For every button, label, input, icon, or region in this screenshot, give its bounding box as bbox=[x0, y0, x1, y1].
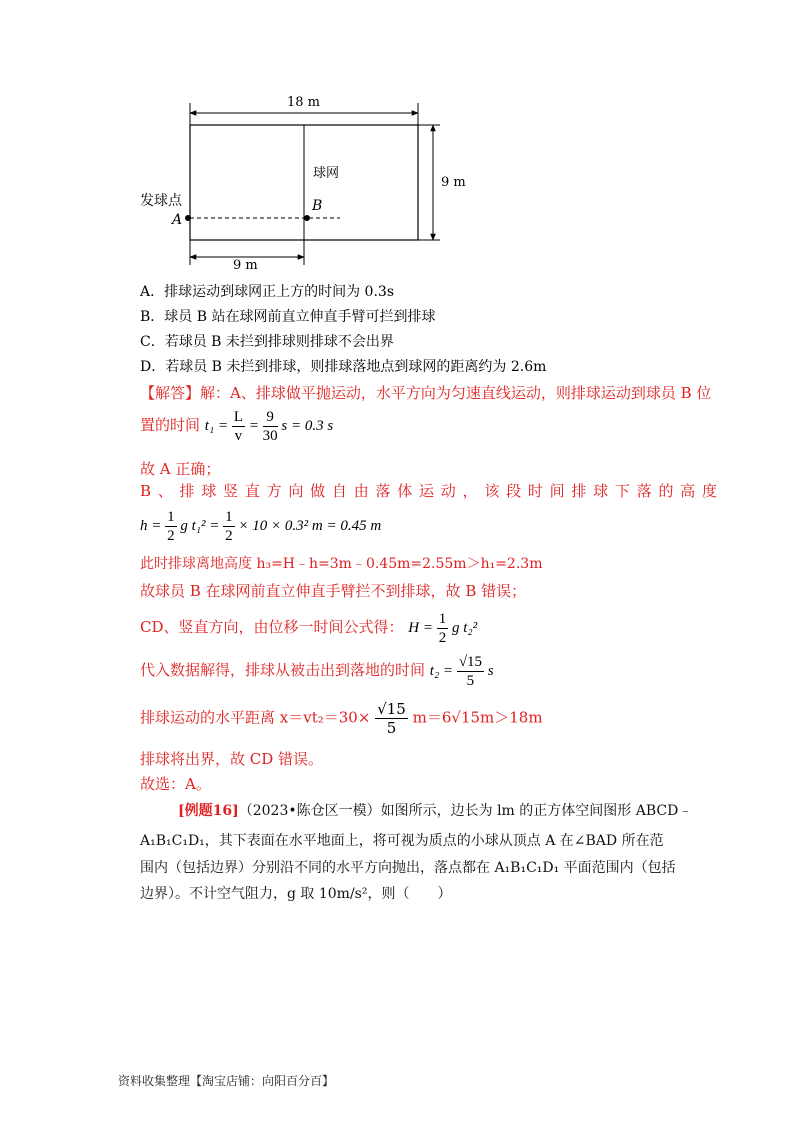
answer-line-10: 排球运动的水平距离 x＝vt₂＝30× $\frac{√15}{5}$ m＝6√15m＞18m bbox=[140, 700, 543, 737]
serve-label: 发球点 bbox=[140, 193, 182, 209]
point-a-dot bbox=[185, 215, 191, 221]
answer-line-4: B 、 排 球 竖 直 方 向 做 自 由 落 体 运 动 ， 该 段 时 间 排 球 下 落 的 高 度 bbox=[140, 482, 718, 500]
example-line-4: 边界）。不计空气阻力，g 取 10m/s²，则（ ） bbox=[140, 886, 452, 902]
answer-line-3: 故 A 正确； bbox=[140, 460, 221, 478]
answer-line-2: 置的时间 t₁ = $\frac{L}{v}$ = $\frac{9}{30}$ s = 0.3 s bbox=[140, 409, 334, 444]
option-b: B．球员 B 站在球网前直立伸直手臂可拦到排球 bbox=[140, 309, 436, 325]
example-line-2: A₁B₁C₁D₁，其下表面在水平地面上，将可视为质点的小球从顶点 A 在∠BAD 所在范 bbox=[140, 833, 664, 849]
answer-line-1: 【解答】解：A、排球做平抛运动，水平方向为匀速直线运动，则排球运动到球员 B 位 bbox=[140, 384, 712, 402]
answer-line-7: 故球员 B 在球网前直立伸直手臂拦不到排球，故 B 错误； bbox=[140, 582, 527, 600]
court-diagram bbox=[0, 0, 800, 280]
net-label: 球网 bbox=[313, 166, 340, 181]
point-a-label: A bbox=[172, 212, 183, 228]
option-c: C．若球员 B 未拦到排球则排球不会出界 bbox=[140, 334, 394, 350]
footer-text: 资料收集整理【淘宝店铺：向阳百分百】 bbox=[118, 1074, 335, 1088]
example-line-1: [例题16]（2023•陈仓区一模）如图所示，边长为 lm 的正方体空间图形 ABCD﹣ bbox=[178, 803, 693, 819]
example-line-3: 围内（包括边界）分别沿不同的水平方向抛出，落点都在 A₁B₁C₁D₁ 平面范围内（包括 bbox=[140, 860, 676, 876]
right-dim-label: 9 m bbox=[441, 175, 466, 190]
bottom-dim-label: 9 m bbox=[233, 258, 258, 273]
point-b-dot bbox=[304, 215, 310, 221]
option-d: D．若球员 B 未拦到排球，则排球落地点到球网的距离约为 2.6m bbox=[140, 359, 547, 375]
answer-line-8: CD、竖直方向，由位移一时间公式得： H = $\frac{1}{2}$ g t₂² bbox=[140, 611, 478, 646]
answer-line-11: 排球将出界，故 CD 错误。 bbox=[140, 750, 324, 768]
point-b-label: B bbox=[312, 198, 323, 214]
answer-line-12: 故选：A。 bbox=[140, 775, 211, 793]
answer-line-5: h = $\frac{1}{2}$ g t₁² = $\frac{1}{2}$ × 10 × 0.3² m = 0.45 m bbox=[140, 509, 382, 544]
option-a: A．排球运动到球网正上方的时间为 0.3s bbox=[140, 284, 395, 300]
top-dim-label: 18 m bbox=[287, 95, 321, 110]
answer-line-6: 此时排球离地高度 h₃=H﹣h=3m﹣0.45m=2.55m＞h₁=2.3m bbox=[140, 556, 543, 572]
answer-line-9: 代入数据解得，排球从被击出到落地的时间 t₂ = $\frac{√15}{5}$ s bbox=[140, 654, 494, 689]
